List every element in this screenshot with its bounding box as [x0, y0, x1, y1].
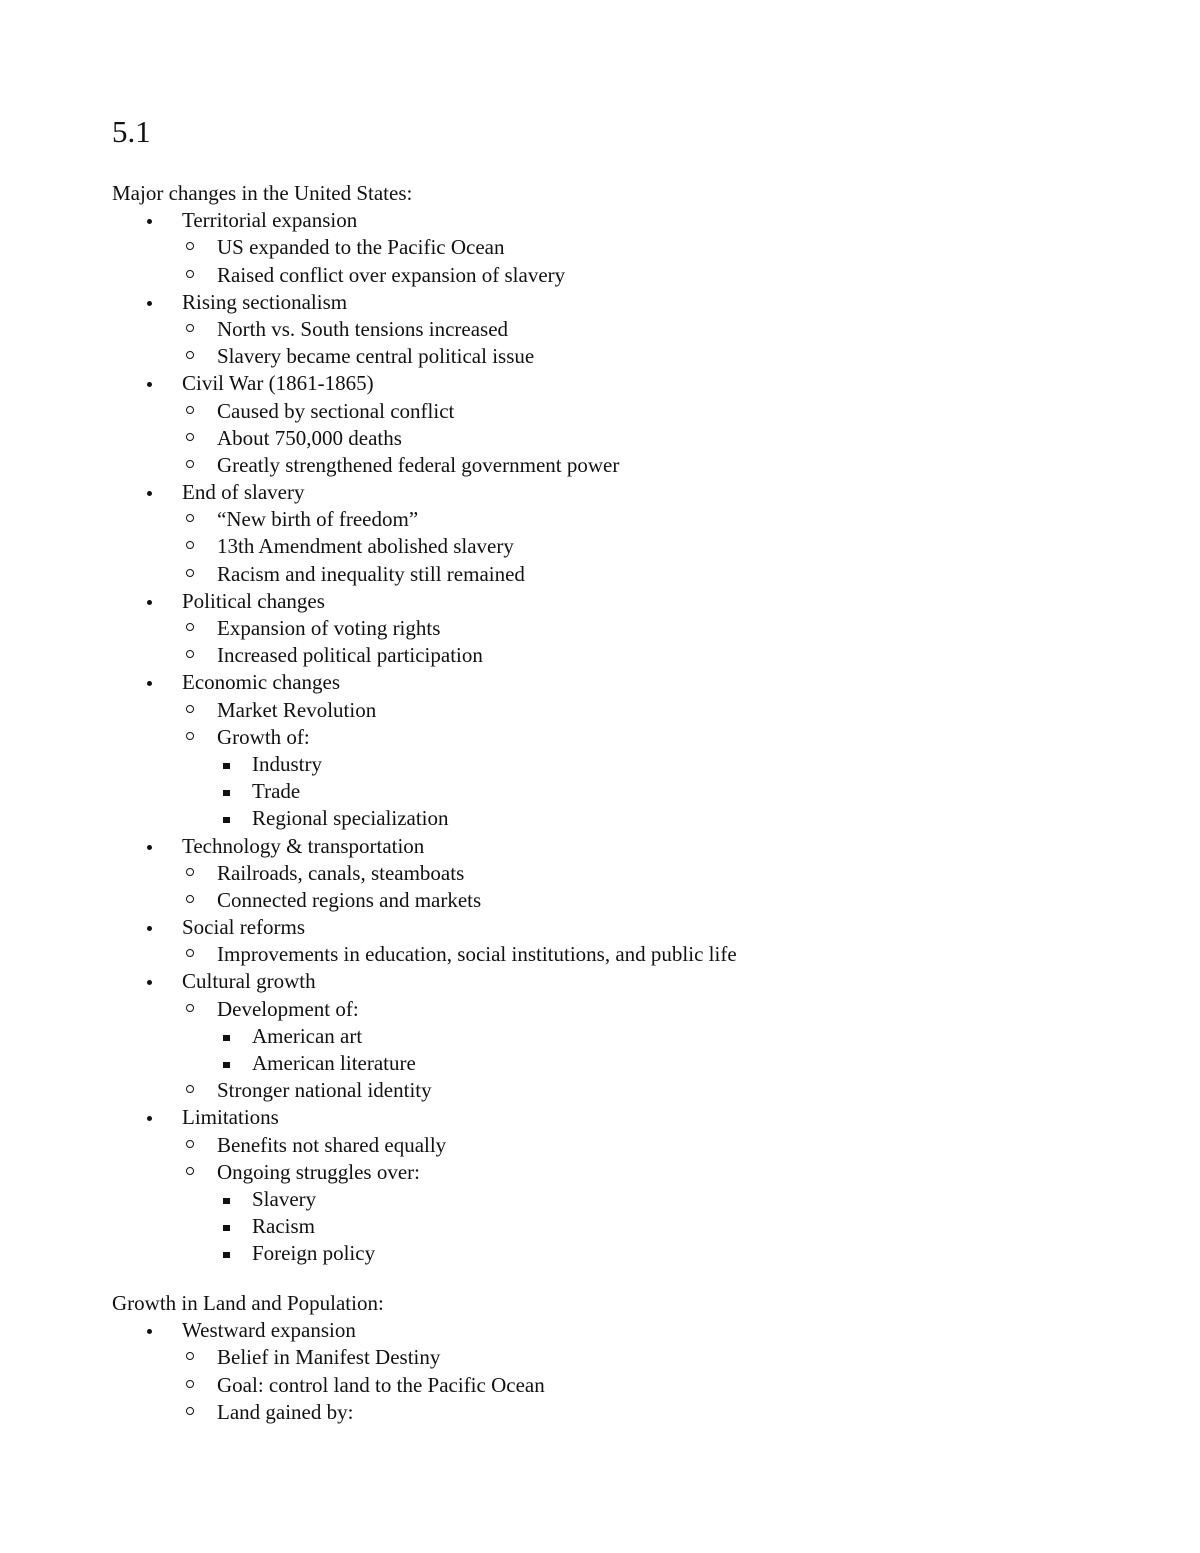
list-item-text: Railroads, canals, steamboats [217, 860, 465, 885]
list-item-text: Foreign policy [252, 1241, 376, 1266]
list-item-text: US expanded to the Pacific Ocean [217, 235, 505, 260]
bullet-circle-icon [186, 1004, 194, 1012]
bullet-list-level-3 [112, 751, 737, 833]
bullet-square-icon [223, 1252, 230, 1258]
list-item-row [112, 1077, 737, 1104]
document-heading: 5.1 [112, 114, 151, 149]
list-item-text: American art [252, 1023, 363, 1048]
bullet-list-level-3 [112, 1186, 737, 1268]
bullet-circle-icon [186, 732, 194, 740]
bullet-square-icon [223, 763, 230, 769]
bullet-dot-icon [147, 382, 152, 387]
list-item [112, 996, 737, 1078]
list-item-row [112, 968, 737, 995]
list-item [112, 1213, 737, 1240]
list-item [112, 506, 737, 533]
list-item-row [112, 1240, 737, 1267]
list-item [112, 697, 737, 724]
list-item-row [112, 398, 737, 425]
list-item-row [112, 234, 737, 261]
list-item-row [112, 506, 737, 533]
bullet-dot-icon [147, 926, 152, 931]
list-item-text: “New birth of freedom” [217, 507, 419, 532]
bullet-dot-icon [147, 980, 152, 985]
list-item-row [112, 751, 737, 778]
list-item-text: Market Revolution [217, 697, 377, 722]
list-item-text: Rising sectionalism [182, 289, 348, 314]
list-item-text: Technology & transportation [182, 833, 425, 858]
list-item-text: Ongoing struggles over: [217, 1159, 420, 1184]
list-item-row [112, 343, 737, 370]
list-item [112, 1023, 737, 1050]
list-item-row [112, 1186, 737, 1213]
list-item-text: 13th Amendment abolished slavery [217, 534, 514, 559]
list-item-text: Caused by sectional conflict [217, 398, 455, 423]
list-item-row [112, 316, 737, 343]
bullet-dot-icon [147, 845, 152, 850]
list-item-text: Political changes [182, 588, 325, 613]
list-item-row [112, 833, 737, 860]
bullet-circle-icon [186, 324, 194, 332]
bullet-list-level-2 [112, 860, 737, 914]
list-item-text: Trade [252, 779, 301, 804]
list-item-text: Slavery became central political issue [217, 344, 535, 369]
list-item [112, 642, 737, 669]
list-item-text: Expansion of voting rights [217, 616, 441, 640]
list-item-text: Connected regions and markets [217, 887, 482, 912]
list-item-row [112, 425, 737, 452]
list-item-text: End of slavery [182, 480, 305, 505]
bullet-list-level-2 [112, 996, 737, 1105]
list-item [112, 1317, 545, 1426]
bullet-list-level-2 [112, 398, 737, 480]
list-item-row [112, 1344, 545, 1371]
bullet-list-level-2 [112, 506, 737, 588]
bullet-circle-icon [186, 242, 194, 250]
outline-section [112, 1290, 545, 1426]
list-item-text: Industry [252, 751, 322, 776]
bullet-dot-icon [147, 491, 152, 496]
list-item-text: Greatly strengthened federal government power [217, 452, 620, 477]
list-item-row [112, 207, 737, 234]
list-item-text: Racism [252, 1214, 315, 1239]
bullet-circle-icon [186, 1407, 194, 1415]
bullet-list-level-2 [112, 941, 737, 968]
bullet-list-level-2 [112, 1344, 545, 1426]
list-item-row [112, 262, 737, 289]
list-item [112, 1240, 737, 1267]
list-item-row [112, 697, 737, 724]
list-item-text: Economic changes [182, 670, 341, 695]
list-item-row [112, 533, 737, 560]
list-item-text: Growth of: [217, 724, 310, 749]
list-item [112, 751, 737, 778]
list-item [112, 479, 737, 588]
list-item-row [112, 561, 737, 588]
bullet-circle-icon [186, 406, 194, 414]
bullet-list-level-1 [112, 207, 737, 1267]
list-item [112, 425, 737, 452]
list-item-row [112, 1399, 545, 1426]
bullet-circle-icon [186, 1352, 194, 1360]
list-item [112, 234, 737, 261]
bullet-circle-icon [186, 541, 194, 549]
list-item [112, 1159, 737, 1268]
list-item-row [112, 1023, 737, 1050]
bullet-list-level-2 [112, 615, 737, 669]
bullet-dot-icon [147, 600, 152, 605]
list-item [112, 1077, 737, 1104]
list-item-text: Territorial expansion [182, 208, 358, 233]
list-item [112, 262, 737, 289]
list-item [112, 398, 737, 425]
list-item [112, 805, 737, 832]
list-item [112, 561, 737, 588]
list-item [112, 588, 737, 670]
bullet-square-icon [223, 1198, 230, 1204]
bullet-dot-icon [147, 1329, 152, 1334]
list-item-text: Stronger national identity [217, 1078, 432, 1103]
list-item-row [112, 1213, 737, 1240]
list-item [112, 941, 737, 968]
list-item [112, 289, 737, 371]
list-item-row [112, 642, 737, 669]
bullet-list-level-2 [112, 697, 737, 833]
bullet-list-level-1 [112, 1317, 545, 1426]
bullet-circle-icon [186, 270, 194, 278]
section-title: Major changes in the United States: [112, 181, 413, 205]
list-item-row [112, 289, 737, 316]
list-item-text: Regional specialization [252, 806, 449, 831]
list-item [112, 452, 737, 479]
list-item-text: Goal: control land to the Pacific Ocean [217, 1372, 545, 1397]
list-item-text: Westward expansion [182, 1318, 356, 1343]
list-item-row [112, 452, 737, 479]
bullet-circle-icon [186, 1085, 194, 1093]
list-item [112, 343, 737, 370]
bullet-circle-icon [186, 1380, 194, 1388]
bullet-square-icon [223, 1062, 230, 1068]
list-item-text: Cultural growth [182, 969, 316, 994]
list-item [112, 778, 737, 805]
list-item [112, 1186, 737, 1213]
bullet-circle-icon [186, 705, 194, 713]
bullet-dot-icon [147, 301, 152, 306]
list-item [112, 669, 737, 832]
bullet-dot-icon [147, 681, 152, 686]
list-item-row [112, 370, 737, 397]
bullet-list-level-2 [112, 234, 737, 288]
bullet-list-level-2 [112, 1132, 737, 1268]
list-item-row [112, 860, 737, 887]
list-item [112, 533, 737, 560]
list-item-row [112, 1159, 737, 1186]
list-item-text: Slavery [252, 1186, 317, 1211]
bullet-dot-icon [147, 219, 152, 224]
list-item-row [112, 805, 737, 832]
list-item [112, 968, 737, 1104]
bullet-circle-icon [186, 460, 194, 468]
bullet-square-icon [223, 1225, 230, 1231]
list-item-text: Belief in Manifest Destiny [217, 1345, 441, 1370]
bullet-circle-icon [186, 623, 194, 631]
bullet-circle-icon [186, 569, 194, 577]
bullet-circle-icon [186, 895, 194, 903]
bullet-circle-icon [186, 351, 194, 359]
list-item [112, 1372, 545, 1399]
list-item-row [112, 1132, 737, 1159]
list-item-row [112, 778, 737, 805]
list-item-row [112, 1050, 737, 1077]
bullet-square-icon [223, 817, 230, 823]
list-item [112, 833, 737, 915]
list-item-text: Limitations [182, 1105, 279, 1130]
list-item-row [112, 1317, 545, 1344]
bullet-list-level-3 [112, 1023, 737, 1077]
bullet-list-level-2 [112, 316, 737, 370]
list-item [112, 615, 737, 642]
list-item-text: Benefits not shared equally [217, 1132, 447, 1157]
list-item [112, 860, 737, 887]
list-item-text: Land gained by: [217, 1399, 354, 1424]
list-item [112, 316, 737, 343]
list-item [112, 887, 737, 914]
bullet-circle-icon [186, 650, 194, 658]
list-item-text: Social reforms [182, 915, 306, 940]
list-item-text: American literature [252, 1051, 416, 1075]
bullet-circle-icon [186, 1167, 194, 1175]
list-item [112, 1132, 737, 1159]
list-item [112, 1104, 737, 1267]
list-item-text: About 750,000 deaths [217, 425, 402, 450]
list-item-text: Development of: [217, 996, 359, 1021]
list-item [112, 724, 737, 833]
bullet-circle-icon [186, 949, 194, 957]
list-item [112, 1344, 545, 1371]
list-item-text: Racism and inequality still remained [217, 561, 525, 586]
section-title: Growth in Land and Population: [112, 1291, 384, 1315]
list-item-row [112, 615, 737, 642]
list-item-row [112, 724, 737, 751]
list-item-row [112, 996, 737, 1023]
list-item-row [112, 1372, 545, 1399]
outline-section [112, 180, 737, 1268]
list-item-text: North vs. South tensions increased [217, 316, 509, 341]
list-item [112, 1050, 737, 1077]
bullet-circle-icon [186, 1140, 194, 1148]
list-item [112, 914, 737, 968]
bullet-square-icon [223, 790, 230, 796]
list-item-row [112, 588, 737, 615]
bullet-square-icon [223, 1035, 230, 1041]
list-item-text: Improvements in education, social institutions, and public life [217, 942, 737, 967]
list-item-row [112, 669, 737, 696]
list-item-row [112, 941, 737, 968]
list-item [112, 1399, 545, 1426]
list-item-row [112, 887, 737, 914]
list-item-row [112, 914, 737, 941]
bullet-circle-icon [186, 868, 194, 876]
list-item-text: Civil War (1861-1865) [182, 371, 374, 396]
list-item-text: Raised conflict over expansion of slavery [217, 262, 566, 287]
bullet-dot-icon [147, 1116, 152, 1121]
bullet-circle-icon [186, 433, 194, 441]
list-item [112, 207, 737, 289]
list-item-row [112, 479, 737, 506]
bullet-circle-icon [186, 514, 194, 522]
list-item-text: Increased political participation [217, 643, 483, 668]
list-item [112, 370, 737, 479]
list-item-row [112, 1104, 737, 1131]
